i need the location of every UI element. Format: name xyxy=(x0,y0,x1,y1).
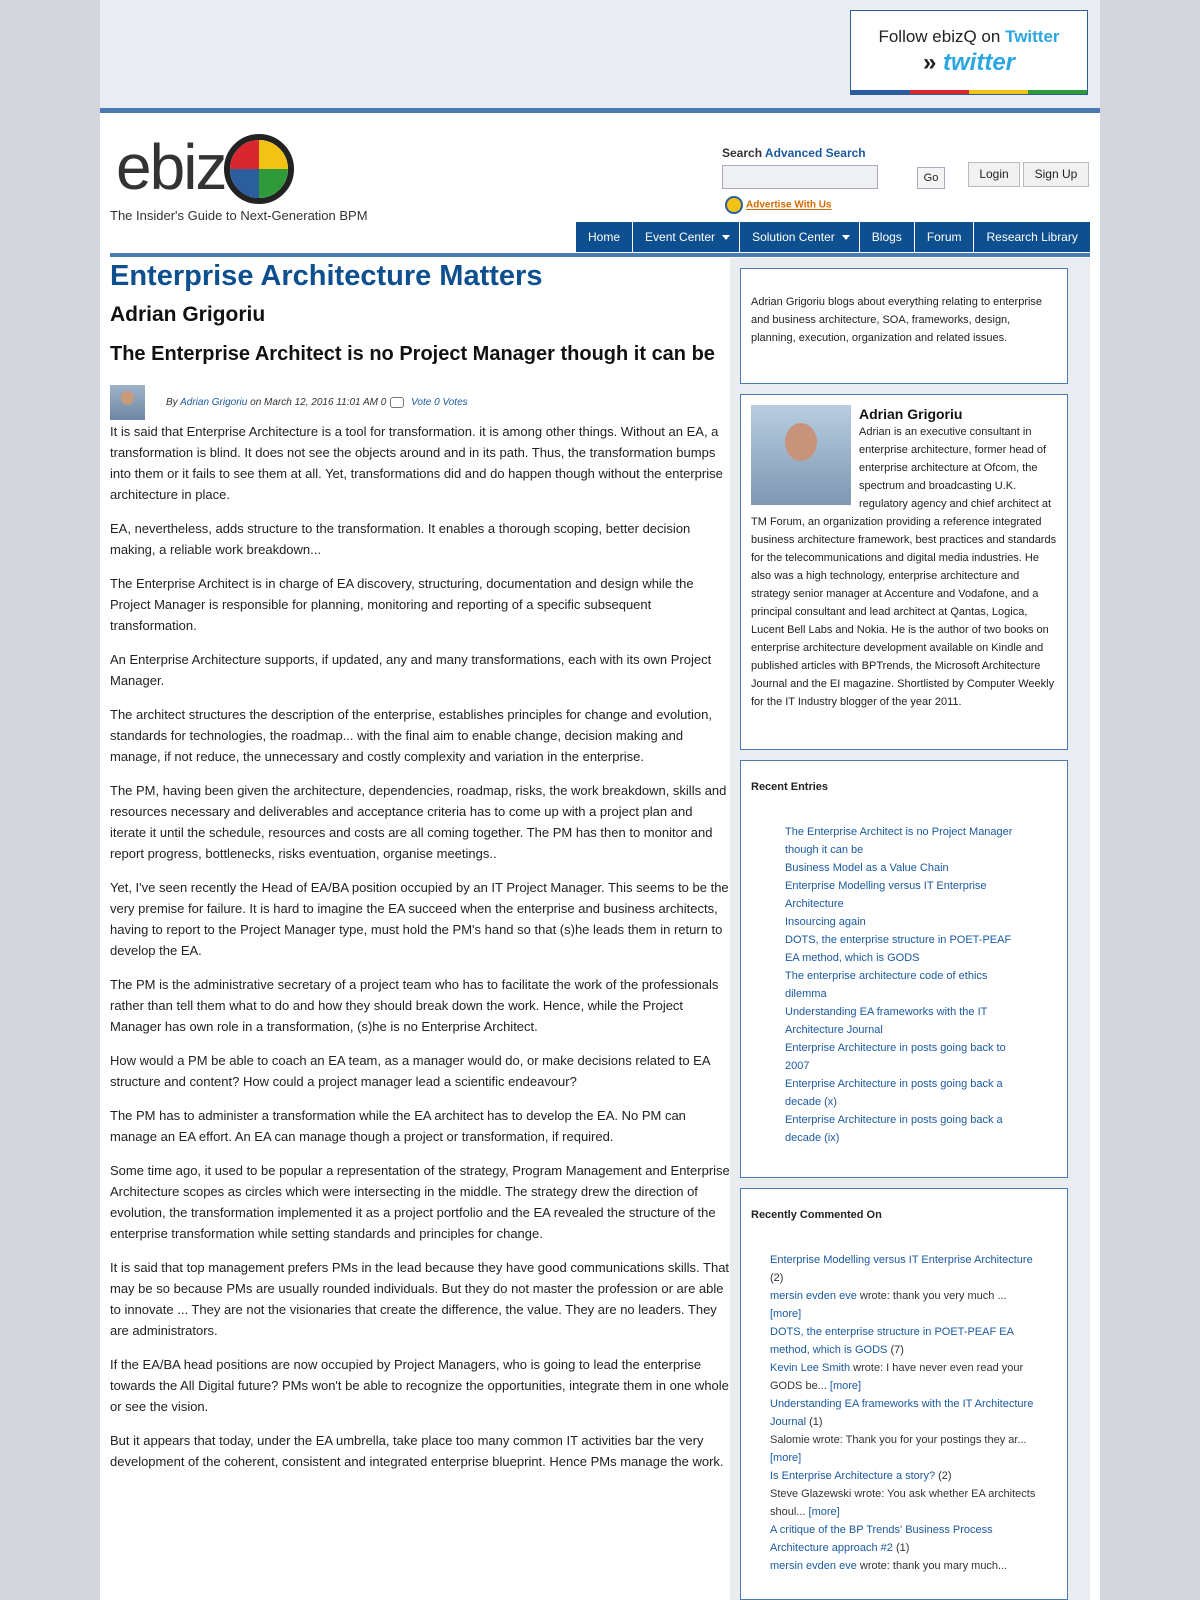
post-paragraph: The Enterprise Architect is in charge of EA discovery, structuring, documentation and design while the Project Manager is responsible for planning, monitoring and reporting of a specific subsequent transformation. xyxy=(110,576,694,633)
sidebar xyxy=(730,258,1090,1600)
comment-excerpt: wrote: thank you mary much... xyxy=(856,1560,1008,1572)
search-label xyxy=(722,146,866,160)
list-item[interactable] xyxy=(785,823,1025,859)
comment-count: (1) xyxy=(809,1416,823,1428)
post-paragraph: The PM has to administer a transformation while the EA architect has to develop the EA. No PM can manage an EA effort. An EA can manage though a project or transformation, if required. xyxy=(110,1108,686,1144)
advertise-text: Advertise With Us xyxy=(746,199,832,211)
bio-name: Adrian Grigoriu xyxy=(859,406,963,422)
list-item xyxy=(770,1467,1040,1521)
recent-entry-link[interactable]: Enterprise Architecture in posts going back a decade (ix) xyxy=(785,1114,1003,1144)
comment-count: 0 xyxy=(380,397,387,409)
twitter-logo: twitter xyxy=(943,49,1016,76)
commented-post-link[interactable]: Enterprise Modelling versus IT Enterprise Architecture xyxy=(770,1254,1033,1266)
list-item xyxy=(770,1251,1040,1323)
page xyxy=(100,0,1100,1600)
list-item[interactable] xyxy=(785,967,1025,1003)
recent-entries-list xyxy=(751,823,1025,1147)
post-body xyxy=(110,421,730,1472)
list-item xyxy=(770,1323,1040,1395)
post-paragraph: But it appears that today, under the EA umbrella, take place too many common IT activities bar the very development of the coherent, consistent and integrated enterprise blueprint. Hence PMs manage the work. xyxy=(110,1433,724,1469)
comment-count: (1) xyxy=(895,1542,910,1554)
commenter-link[interactable]: Kevin Lee Smith xyxy=(770,1362,851,1374)
more-link[interactable]: [more] xyxy=(829,1380,862,1392)
by-text: By xyxy=(166,397,178,409)
author-photo xyxy=(751,405,851,505)
logo-q-icon xyxy=(224,134,294,204)
nav-forum[interactable]: Forum xyxy=(915,222,975,252)
recently-commented-box xyxy=(740,1188,1068,1600)
post-paragraph: The architect structures the description of the enterprise, establishes principles for change and evolution, standards for technologies, the roadmap... with the final aim to enable change, decision making and manage, if not reduce, the unnecessary and costly complexity and variation in the enterprise. xyxy=(110,707,712,764)
list-item[interactable] xyxy=(785,1075,1025,1111)
commenter-link[interactable]: mersin evden eve xyxy=(770,1560,857,1572)
post-paragraph: Some time ago, it used to be popular a representation of the strategy, Program Management and Enterprise Architecture scopes as circles which were intersecting in the middle. The strategy drew the direction of evolution, the transformation implemented it as a project portfolio and the EA revealed the structure of the enterprise transformation while setting standards and principles for change. xyxy=(110,1163,730,1241)
more-link[interactable]: [more] xyxy=(770,1452,802,1464)
login-button[interactable]: Login xyxy=(968,162,1020,187)
logo-text: ebiz xyxy=(116,131,226,203)
comment-count: (7) xyxy=(890,1344,904,1356)
nav-research-library[interactable]: Research Library xyxy=(974,222,1090,252)
blog-title[interactable]: Enterprise Architecture Matters xyxy=(110,260,543,292)
post-paragraph: If the EA/BA head positions are now occupied by Project Managers, who is going to lead the enterprise towards the All Digital future? PMs won't be able to recognize the opportunities, integrate them in one whole or see the vision. xyxy=(110,1357,729,1414)
arrow-glyph: » xyxy=(922,49,937,76)
recent-entry-link[interactable]: Understanding EA frameworks with the IT Architecture Journal xyxy=(785,1006,988,1036)
recent-entry-link[interactable]: The enterprise architecture code of ethics dilemma xyxy=(785,970,988,1000)
more-link[interactable]: [more] xyxy=(770,1308,802,1320)
byline xyxy=(110,385,730,421)
signup-button[interactable]: Sign Up xyxy=(1023,162,1089,187)
list-item[interactable] xyxy=(785,913,1025,931)
vote-link[interactable]: Vote xyxy=(411,397,432,409)
list-item xyxy=(770,1395,1040,1467)
post-paragraph: How would a PM be able to coach an EA team, as a manager would do, or make decisions related to EA structure and content? How could a project manager lead a scientific endeavour? xyxy=(110,1053,710,1089)
bio-text: Adrian is an executive consultant in enterprise architecture, former head of enterprise architecture at Ofcom, the spectrum and broadcasting U.K. regulatory agency and chief architect at TM Forum, an organization providing a reference integrated business architecture framework, best practices and standards for the telecommunications and digital media industries. He also was a high technology, enterprise architecture and strategy senior manager at Accenture and Vodafone, and a principal consultant and lead architect at Qantas, Logica, Lucent Bell Labs and Nokia. He is the author of two books on enterprise architecture development available on Kindle and published articles with BPTrends, the Microsoft Architecture Journal and the EI magazine. Shortlisted by Computer Weekly for the IT Industry blogger of the year 2011. xyxy=(751,426,1057,708)
recently-commented-title: Recently Commented On xyxy=(751,1209,882,1221)
post-paragraph: The PM is the administrative secretary of a project team who has to facilitate the work of the professionals rather than tell them what to do and how they should break down the work. Hence, while the Project Manager has own role in a transformation, (s)he is no Enterprise Architect. xyxy=(110,977,719,1034)
post-paragraph: It is said that top management prefers PMs in the lead because they have good communications skills. That may be so because PMs are usually rounded individuals. But they do not master the profession or are able to innovate ... They are not the visionaries that create the difference, the value. They are no leaders. They are administrators. xyxy=(110,1260,730,1338)
list-item[interactable] xyxy=(785,877,1025,913)
post-paragraph: An Enterprise Architecture supports, if updated, any and many transformations, each with its own Project Manager. xyxy=(110,652,712,688)
main-nav xyxy=(576,222,1091,252)
twitter-word: Twitter xyxy=(1005,27,1060,46)
recent-entry-link[interactable]: Enterprise Modelling versus IT Enterprise Architecture xyxy=(785,880,987,910)
post-title: The Enterprise Architect is no Project Manager though it can be xyxy=(110,343,715,365)
list-item[interactable] xyxy=(785,859,1025,877)
search-input[interactable] xyxy=(722,165,878,189)
comment-excerpt: Salomie wrote: Thank you for your postings they ar... xyxy=(770,1434,1027,1446)
author-heading: Adrian Grigoriu xyxy=(110,303,266,326)
comment-count: (2) xyxy=(770,1272,784,1284)
nav-solution-center[interactable]: Solution Center xyxy=(740,222,860,252)
commented-post-link[interactable]: Is Enterprise Architecture a story? xyxy=(770,1470,936,1482)
comment-icon[interactable] xyxy=(390,397,404,408)
recent-entry-link[interactable]: Insourcing again xyxy=(785,916,866,928)
commented-post-link[interactable]: Understanding EA frameworks with the IT Architecture Journal xyxy=(770,1398,1034,1428)
go-button[interactable]: Go xyxy=(917,167,945,189)
nav-home[interactable]: Home xyxy=(576,222,633,252)
more-link[interactable]: [more] xyxy=(808,1506,840,1518)
commented-post-link[interactable]: A critique of the BP Trends' Business Process Architecture approach #2 xyxy=(770,1524,993,1554)
list-item[interactable] xyxy=(785,931,1025,967)
blog-about-box xyxy=(740,268,1068,384)
color-stripe xyxy=(851,90,1087,94)
blog-about-text: Adrian Grigoriu blogs about everything relating to enterprise and business architecture, SOA, frameworks, design, planning, execution, organization and related issues. xyxy=(751,296,1043,344)
list-item[interactable] xyxy=(785,1003,1025,1039)
recent-entry-link[interactable]: Enterprise Architecture in posts going back to 2007 xyxy=(785,1042,1006,1072)
nav-event-center[interactable]: Event Center xyxy=(633,222,740,252)
advertise-icon xyxy=(725,196,743,214)
votes-count[interactable]: 0 Votes xyxy=(434,397,468,409)
comment-excerpt: Steve Glazewski wrote: You ask whether EA architects shoul... xyxy=(770,1488,1036,1518)
ebizq-logo[interactable] xyxy=(116,130,225,204)
follow-text: Follow ebizQ on xyxy=(878,27,1001,46)
advanced-search-link[interactable]: Advanced Search xyxy=(764,146,866,160)
comment-excerpt: wrote: thank you very much ... xyxy=(856,1290,1007,1302)
main-content xyxy=(110,258,730,1485)
comment-count: (2) xyxy=(938,1470,952,1482)
nav-blogs[interactable]: Blogs xyxy=(860,222,915,252)
advertise-link[interactable] xyxy=(725,196,831,214)
author-thumbnail[interactable] xyxy=(110,385,145,420)
post-paragraph: It is said that Enterprise Architecture is a tool for transformation. it is among other things. Without an EA, a transformation is blind. It does not see the objects around and in its path. Thus, the transformation bumps into them or it fails to see them at all. Yet, transformations did and do happen though without the enterprise architecture in place. xyxy=(110,424,723,502)
list-item[interactable] xyxy=(785,1111,1025,1147)
recent-entry-link[interactable]: Business Model as a Value Chain xyxy=(785,862,949,874)
recent-entry-link[interactable]: DOTS, the enterprise structure in POET-PEAF EA method, which is GODS xyxy=(785,934,1012,964)
recent-entry-link[interactable]: The Enterprise Architect is no Project Manager though it can be xyxy=(785,826,1013,856)
commenter-link[interactable]: mersin evden eve xyxy=(770,1290,857,1302)
byline-author-link[interactable]: Adrian Grigoriu xyxy=(180,397,248,409)
post-paragraph: Yet, I've seen recently the Head of EA/BA position occupied by an IT Project Manager. This seems to be the very premise for failure. It is hard to imagine the EA succeed when the enterprise and business architects, having to report to the Project Manager type, must hold the PM's hand so that (s)he leads them in return to develop the EA. xyxy=(110,880,729,958)
author-bio-box xyxy=(740,394,1068,750)
recently-commented-list xyxy=(751,1251,1040,1575)
commented-post-link[interactable]: DOTS, the enterprise structure in POET-PEAF EA method, which is GODS xyxy=(770,1326,1014,1356)
search-text: Search xyxy=(722,146,763,160)
list-item xyxy=(770,1521,1040,1575)
recent-entries-title: Recent Entries xyxy=(751,781,829,793)
recent-entries-box xyxy=(740,760,1068,1178)
divider xyxy=(110,253,1090,257)
comment-excerpt: wrote: I have never even read your GODS be... xyxy=(770,1362,1024,1392)
list-item[interactable] xyxy=(785,1039,1025,1075)
post-paragraph: The PM, having been given the architecture, dependencies, roadmap, risks, the work breakdown, skills and resources necessary and deliverables and acceptance criteria has to come up with a project plan and iterate it until the schedule, resources and costs are all coming together. The PM has then to monitor and report progress, bottlenecks, risks eventuation, organise meetings.. xyxy=(110,783,727,861)
tagline: The Insider's Guide to Next-Generation BPM xyxy=(110,208,368,223)
top-banner xyxy=(100,0,1100,113)
recent-entry-link[interactable]: Enterprise Architecture in posts going back a decade (x) xyxy=(785,1078,1003,1108)
post-paragraph: EA, nevertheless, adds structure to the transformation. It enables a thorough scoping, better decision making, a reliable work breakdown... xyxy=(110,521,691,557)
follow-twitter-banner[interactable] xyxy=(850,10,1088,95)
post-date: on March 12, 2016 11:01 AM xyxy=(250,397,378,409)
